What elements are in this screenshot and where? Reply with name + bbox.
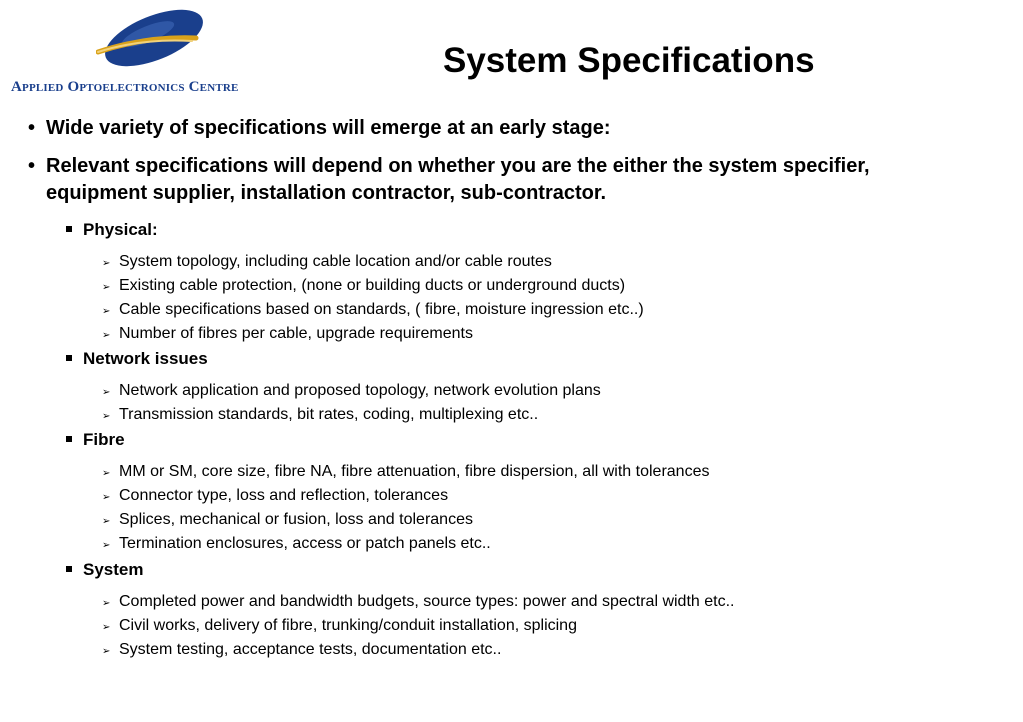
square-bullet-icon	[66, 226, 72, 232]
list-item-text: Network application and proposed topology, network evolution plans	[119, 382, 601, 399]
square-bullet-icon	[66, 355, 72, 361]
arrow-bullet-icon: ➢	[102, 540, 111, 551]
page-title: System Specifications	[443, 41, 815, 80]
list-item-text: System testing, acceptance tests, documentation etc..	[119, 641, 502, 658]
bullet-text: Wide variety of specifications will emerge at an early stage:	[46, 117, 611, 139]
arrow-bullet-icon: ➢	[102, 411, 111, 422]
bullet-icon: •	[28, 155, 36, 177]
section-heading-text: Physical:	[83, 220, 158, 239]
list-item-text: Termination enclosures, access or patch panels etc..	[119, 535, 491, 552]
section-heading-text: System	[83, 560, 144, 579]
section-heading-text: Fibre	[83, 430, 125, 449]
bullet-icon: •	[28, 117, 36, 139]
arrow-bullet-icon: ➢	[102, 468, 111, 479]
arrow-bullet-icon: ➢	[102, 598, 111, 609]
arrow-bullet-icon: ➢	[102, 646, 111, 657]
section-heading-text: Network issues	[83, 349, 208, 368]
arrow-bullet-icon: ➢	[102, 516, 111, 527]
list-item-text: Cable specifications based on standards, ( fibre, moisture ingression etc..)	[119, 301, 644, 318]
list-item-text: MM or SM, core size, fibre NA, fibre attenuation, fibre dispersion, all with tolerances	[119, 463, 710, 480]
bullet-text: Relevant specifications will depend on whether you are the either the system specifier, equipment supplier, installation contractor, sub-contractor.	[46, 155, 870, 204]
list-item-text: Civil works, delivery of fibre, trunking/conduit installation, splicing	[119, 617, 577, 634]
square-bullet-icon	[66, 566, 72, 572]
logo-text: Applied Optoelectronics Centre	[11, 79, 239, 95]
list-item-text: Number of fibres per cable, upgrade requirements	[119, 325, 473, 342]
arrow-bullet-icon: ➢	[102, 330, 111, 341]
arrow-bullet-icon: ➢	[102, 622, 111, 633]
logo	[8, 4, 284, 104]
list-item-text: System topology, including cable location and/or cable routes	[119, 253, 552, 270]
list-item-text: Transmission standards, bit rates, coding, multiplexing etc..	[119, 406, 539, 423]
arrow-bullet-icon: ➢	[102, 282, 111, 293]
list-item-text: Connector type, loss and reflection, tolerances	[119, 487, 449, 504]
arrow-bullet-icon: ➢	[102, 387, 111, 398]
globe-swoosh-icon	[96, 8, 216, 76]
square-bullet-icon	[66, 436, 72, 442]
arrow-bullet-icon: ➢	[102, 306, 111, 317]
list-item-text: Completed power and bandwidth budgets, source types: power and spectral width etc..	[119, 593, 735, 610]
list-item-text: Splices, mechanical or fusion, loss and tolerances	[119, 511, 473, 528]
arrow-bullet-icon: ➢	[102, 258, 111, 269]
arrow-bullet-icon: ➢	[102, 492, 111, 503]
list-item-text: Existing cable protection, (none or building ducts or underground ducts)	[119, 277, 626, 294]
